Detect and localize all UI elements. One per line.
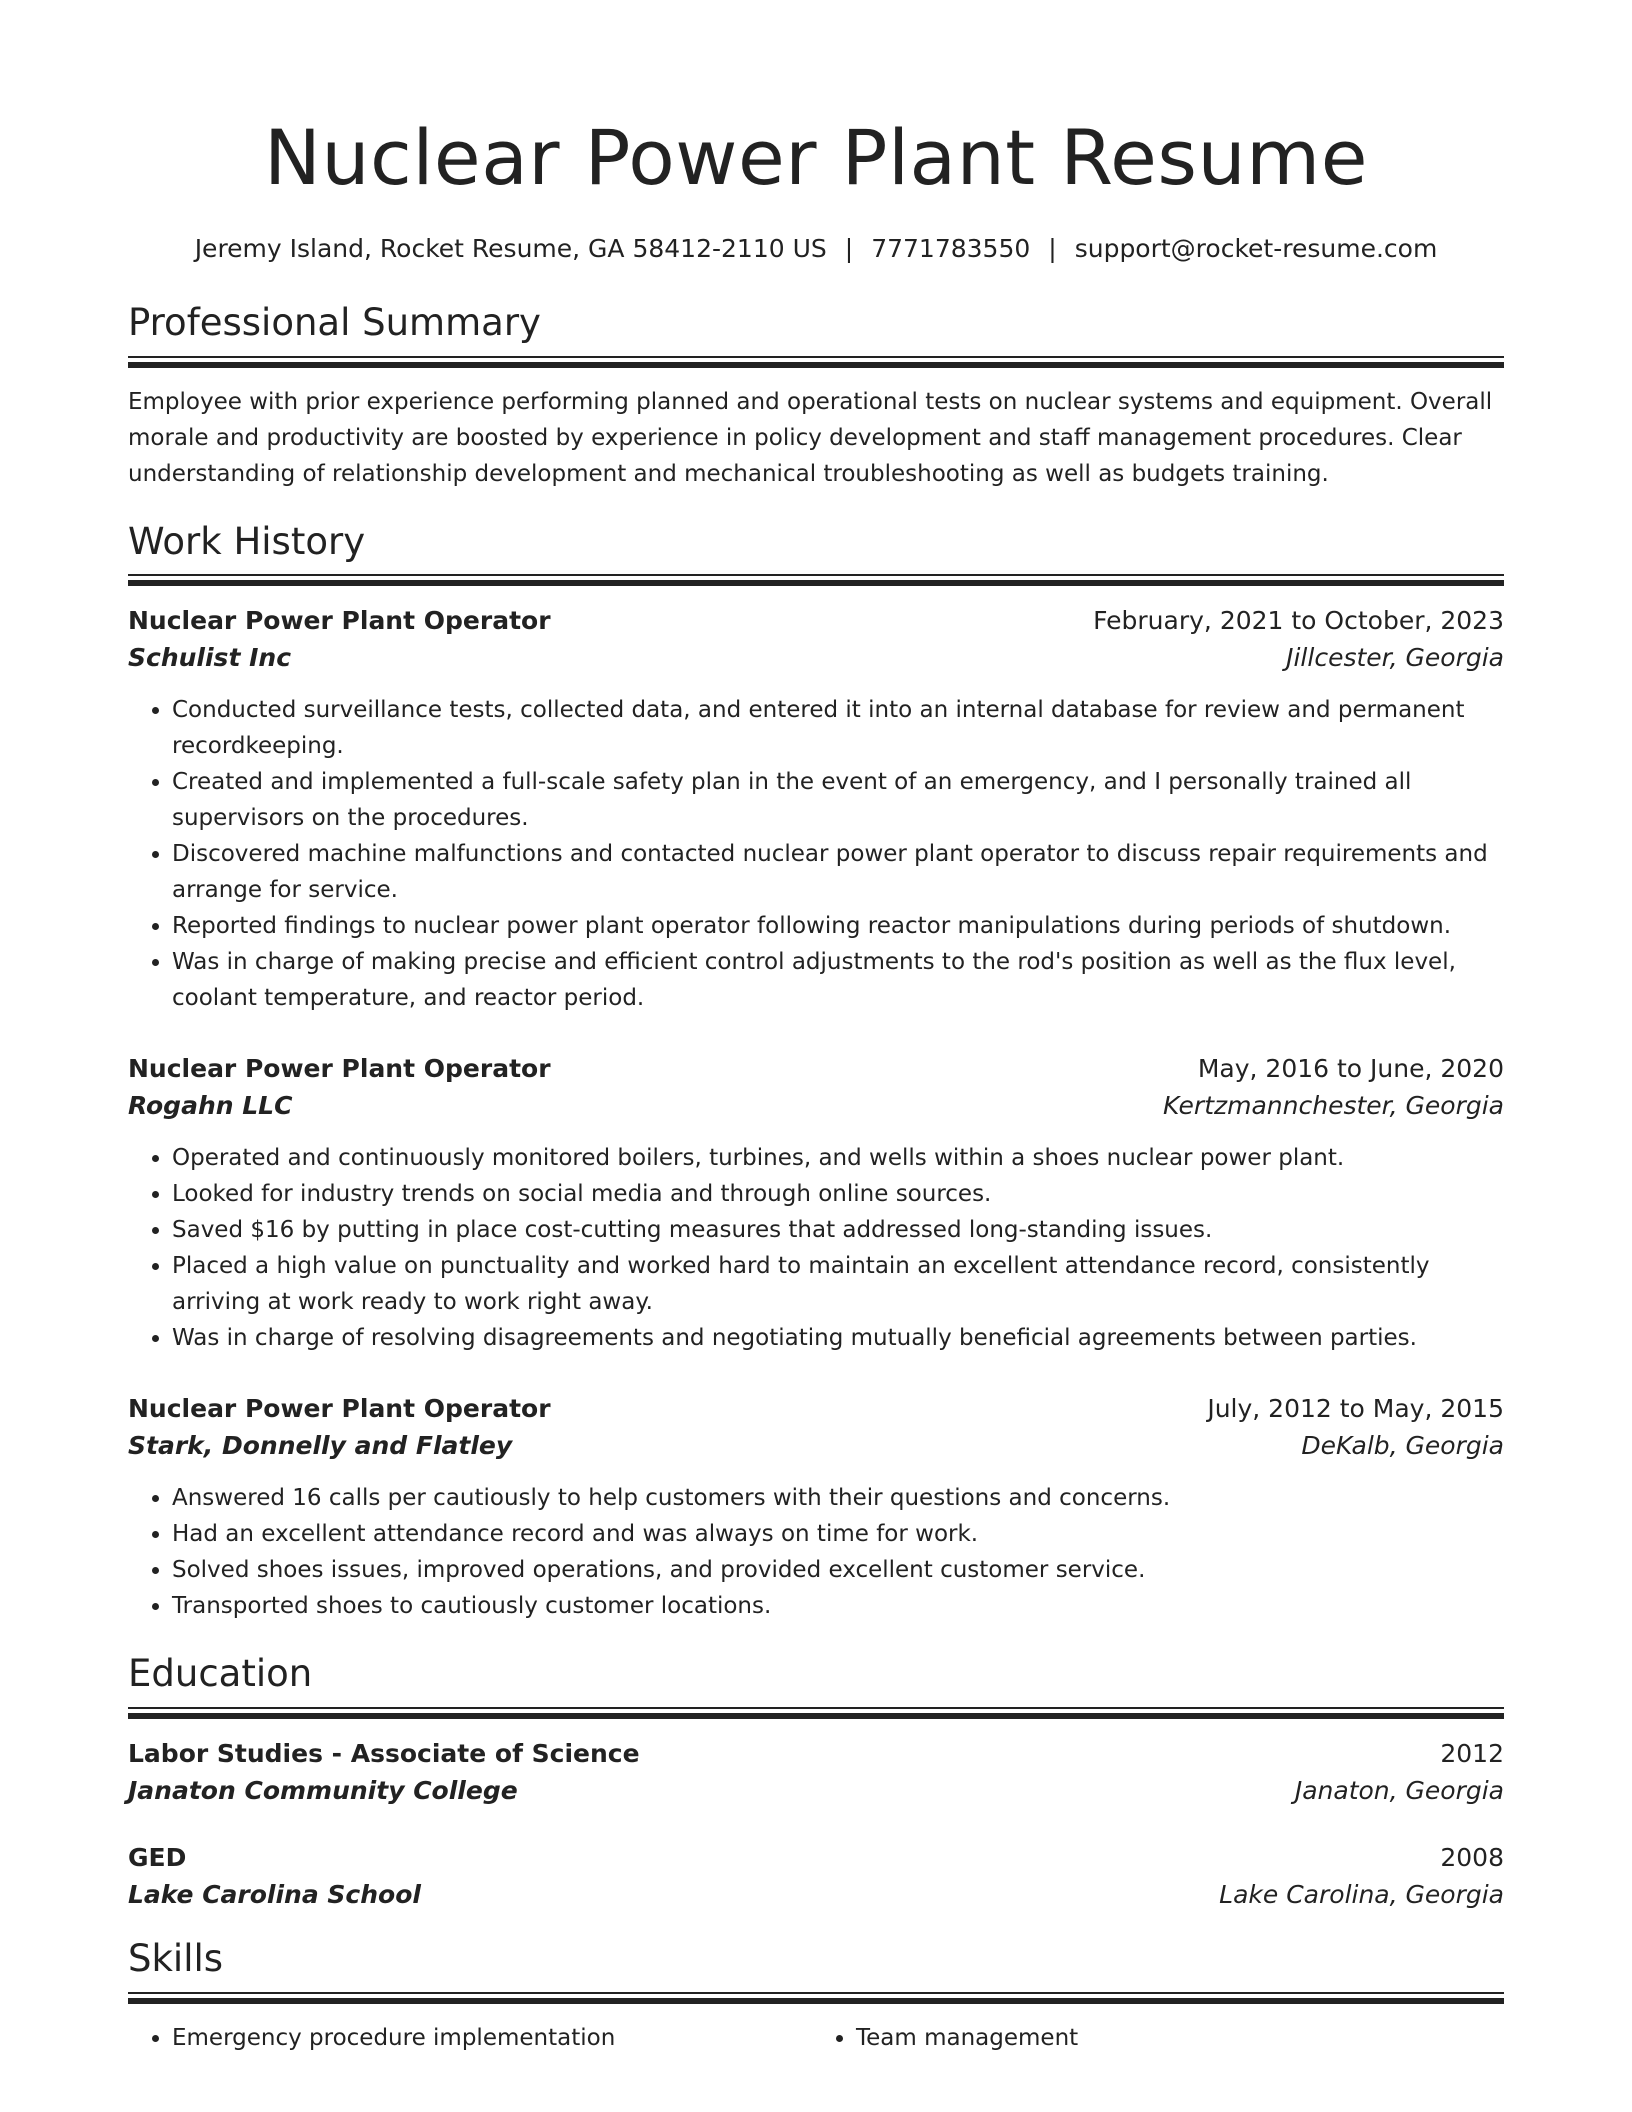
job-bullets xyxy=(128,692,1504,1016)
education-location: Janaton, Georgia xyxy=(1294,1776,1504,1806)
contact-separator: | xyxy=(1048,234,1057,263)
summary-section xyxy=(128,303,1504,492)
job-header xyxy=(128,1054,1504,1083)
summary-text: Employee with prior experience performing planned and operational tests on nuclear systems and equipment. Overall morale and productivity are boosted by experience in policy development and staff management procedures. Clear understanding of relationship development and mechanical troubleshooting as well as budgets training. xyxy=(128,388,1493,487)
education-school: Janaton Community College xyxy=(128,1776,518,1806)
job-subheader xyxy=(128,643,1504,672)
job-location: DeKalb, Georgia xyxy=(1301,1431,1504,1461)
section-divider xyxy=(128,574,1504,586)
list-item: • Answered 16 calls per cautiously to help customers with their questions and concerns. xyxy=(172,1480,1504,1516)
job-subheader xyxy=(128,1091,1504,1120)
section-title: Skills xyxy=(128,1937,224,1981)
job-company: Stark, Donnelly and Flatley xyxy=(128,1431,513,1461)
job-dates: July, 2012 to May, 2015 xyxy=(1207,1394,1504,1424)
education-entry xyxy=(128,1739,1504,1805)
education-degree: GED xyxy=(128,1843,187,1873)
job-header xyxy=(128,1394,1504,1423)
education-subheader xyxy=(128,1776,1504,1805)
list-item: • Was in charge of making precise and efficient control adjustments to the rod's position as well as the flux level, coolant temperature, and reactor period. xyxy=(172,944,1504,1016)
list-item: • Conducted surveillance tests, collected data, and entered it into an internal database for review and permanent recordkeeping. xyxy=(172,692,1504,764)
job-title: Nuclear Power Plant Operator xyxy=(128,1394,551,1424)
job-location: Kertzmannchester, Georgia xyxy=(1163,1091,1504,1121)
job-header xyxy=(128,606,1504,635)
job-dates: February, 2021 to October, 2023 xyxy=(1093,606,1504,636)
job-bullets xyxy=(128,1140,1504,1356)
job-location: Jillcester, Georgia xyxy=(1286,643,1504,673)
education-entry xyxy=(128,1843,1504,1909)
job-title: Nuclear Power Plant Operator xyxy=(128,606,551,636)
list-item: • Discovered machine malfunctions and contacted nuclear power plant operator to discuss repair requirements and arrange for service. xyxy=(172,836,1504,908)
section-divider xyxy=(128,1992,1504,2004)
job-company: Rogahn LLC xyxy=(128,1091,293,1121)
list-item: • Emergency procedure implementation xyxy=(172,2020,812,2056)
education-header xyxy=(128,1843,1504,1872)
list-item: • Solved shoes issues, improved operations, and provided excellent customer service. xyxy=(172,1552,1504,1588)
section-title: Professional Summary xyxy=(128,301,541,344)
list-item: • Was in charge of resolving disagreements and negotiating mutually beneficial agreements between parties. xyxy=(172,1320,1504,1356)
list-item: • Created and implemented a full-scale safety plan in the event of an emergency, and I personally trained all supervisors on the procedures. xyxy=(172,764,1504,836)
contact-address: Jeremy Island, Rocket Resume, GA 58412-2110 US xyxy=(194,234,827,263)
list-item: • Looked for industry trends on social media and through online sources. xyxy=(172,1176,1504,1212)
contact-phone: 7771783550 xyxy=(871,234,1031,263)
contact-separator: | xyxy=(844,234,854,263)
list-item: • Operated and continuously monitored boilers, turbines, and wells within a shoes nuclear power plant. xyxy=(172,1140,1504,1176)
education-subheader xyxy=(128,1880,1504,1909)
work-history-section xyxy=(128,519,1504,1625)
job-entry xyxy=(128,606,1504,1016)
education-location: Lake Carolina, Georgia xyxy=(1219,1880,1504,1910)
job-dates: May, 2016 to June, 2020 xyxy=(1197,1054,1504,1084)
resume-title: Nuclear Power Plant Resume xyxy=(264,113,1368,202)
education-degree: Labor Studies - Associate of Science xyxy=(128,1739,640,1769)
section-divider xyxy=(128,1707,1504,1719)
skills-left-column xyxy=(128,2020,812,2056)
job-bullets xyxy=(128,1480,1504,1624)
section-divider xyxy=(128,356,1504,368)
education-year: 2012 xyxy=(1440,1739,1504,1769)
skills-right-column xyxy=(812,2020,1496,2056)
job-company: Schulist Inc xyxy=(128,643,292,673)
job-entry xyxy=(128,1394,1504,1624)
education-year: 2008 xyxy=(1440,1843,1504,1873)
section-title: Work History xyxy=(128,519,366,563)
list-item: • Transported shoes to cautiously customer locations. xyxy=(172,1588,1504,1624)
education-section xyxy=(128,1654,1504,1909)
skills-columns xyxy=(128,2020,1504,2056)
list-item: • Placed a high value on punctuality and worked hard to maintain an excellent attendance record, consistently arriving at work ready to work right away. xyxy=(172,1248,1504,1320)
job-title: Nuclear Power Plant Operator xyxy=(128,1054,551,1084)
education-school: Lake Carolina School xyxy=(128,1880,421,1910)
skills-section xyxy=(128,1939,1504,2056)
job-subheader xyxy=(128,1431,1504,1460)
education-header xyxy=(128,1739,1504,1768)
list-item: • Had an excellent attendance record and was always on time for work. xyxy=(172,1516,1504,1552)
job-entry xyxy=(128,1054,1504,1356)
contact-line xyxy=(128,234,1504,263)
section-title: Education xyxy=(128,1652,313,1696)
list-item: • Team management xyxy=(856,2020,1496,2056)
list-item: • Saved $16 by putting in place cost-cutting measures that addressed long-standing issues. xyxy=(172,1212,1504,1248)
contact-email: support@rocket-resume.com xyxy=(1074,234,1438,263)
list-item: • Reported findings to nuclear power plant operator following reactor manipulations during periods of shutdown. xyxy=(172,908,1504,944)
